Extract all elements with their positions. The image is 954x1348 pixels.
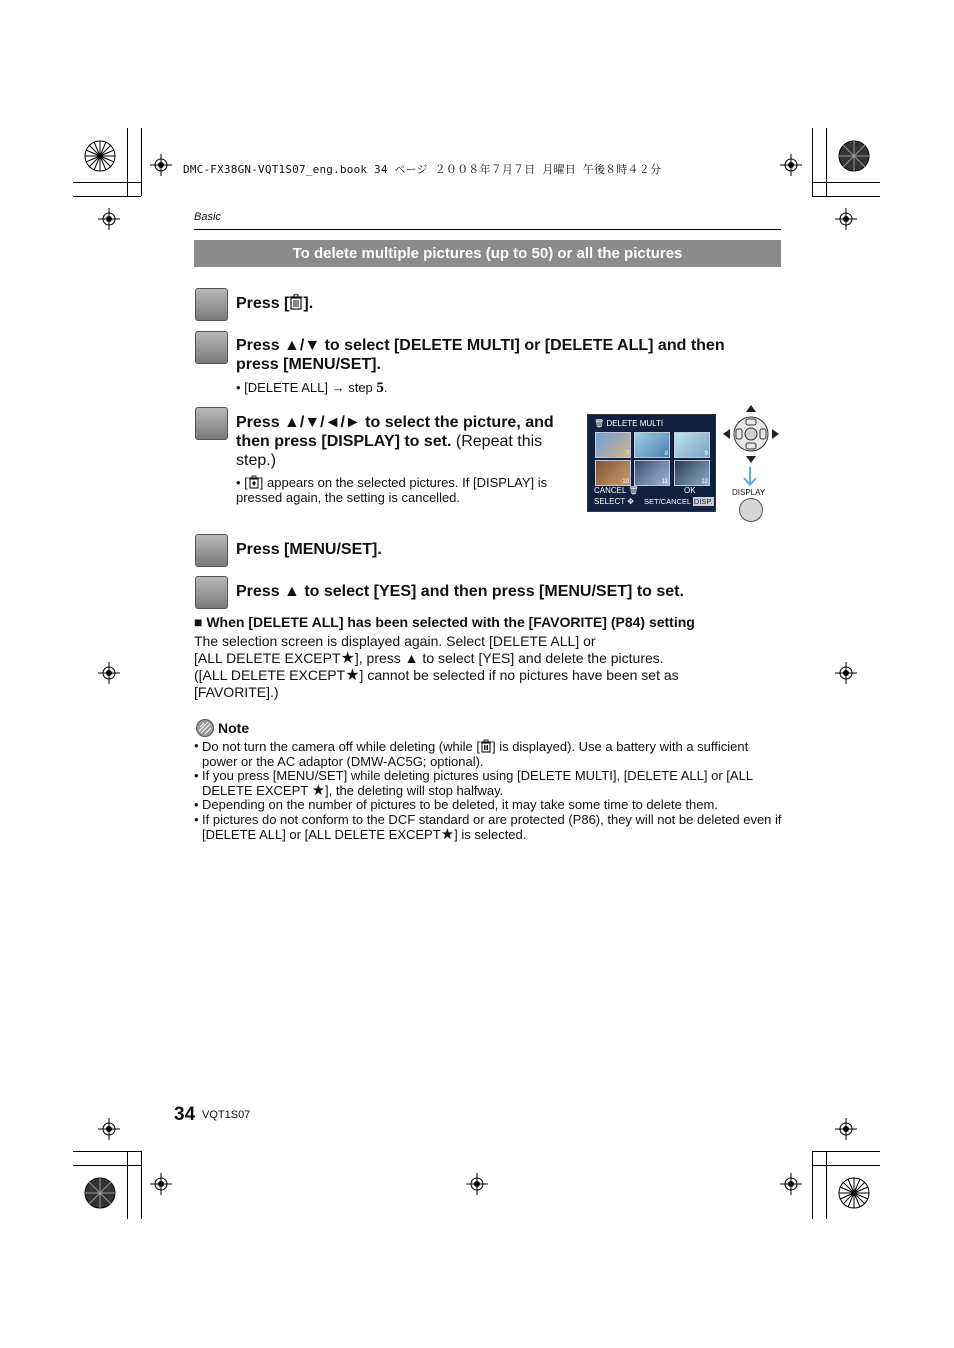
- display-button: [739, 498, 763, 522]
- step-1-text-end: ].: [303, 295, 314, 312]
- step-2-marker: [195, 331, 228, 364]
- note-item: [194, 739, 784, 769]
- lcd-header: [594, 419, 663, 428]
- note-text: ] is selected.: [454, 826, 527, 842]
- note-label: Note: [218, 720, 250, 736]
- lcd-thumb-number: 7: [625, 451, 629, 457]
- note-heading: [196, 719, 249, 737]
- lcd-ok-text: OK: [684, 486, 696, 495]
- registration-mark-icon: [98, 208, 120, 230]
- favorite-body: [194, 633, 754, 701]
- lcd-thumb-number: 11: [661, 479, 668, 485]
- step-5-marker: [195, 576, 228, 609]
- lcd-header-text: DELETE MULTI: [606, 419, 664, 428]
- note-text: ], the deleting will stop halfway.: [325, 782, 504, 798]
- registration-mark-icon: [98, 662, 120, 684]
- starburst-mark-icon: [84, 140, 116, 172]
- favorite-star-icon: ★: [345, 667, 360, 684]
- lcd-thumb: [595, 432, 631, 458]
- crop-mark: [73, 182, 141, 183]
- step-1-text-start: Press [: [236, 295, 290, 312]
- lcd-thumb: [595, 460, 631, 486]
- note-pencil-icon: [196, 719, 214, 737]
- crop-mark: [812, 128, 813, 196]
- step-2-bullet-step: 5: [376, 380, 384, 396]
- note-text: ] is displayed). Use a battery with a sufficient power or the AC adaptor (DMW-AC5G; optional).: [202, 739, 749, 769]
- step-3-text-bold: Press ▲/▼/◄/► to select the picture, and then press [DISPLAY] to set.: [236, 414, 554, 450]
- lcd-cancel-text: CANCEL: [594, 486, 627, 495]
- crop-mark: [812, 1151, 880, 1152]
- step-3-bullet: [236, 475, 578, 505]
- page-code: VQT1S07: [202, 1109, 251, 1121]
- note-item: [194, 769, 784, 798]
- display-button-label: DISPLAY: [732, 488, 766, 497]
- favorite-body-line: [194, 650, 754, 667]
- crop-mark: [826, 128, 827, 196]
- starburst-mark-icon: [838, 140, 870, 172]
- crop-mark: [812, 182, 880, 183]
- favorite-body-text: ], press ▲ to select [YES] and delete the pictures.: [354, 650, 664, 666]
- favorite-star-icon: ★: [440, 825, 455, 843]
- step-1-text: [236, 294, 313, 313]
- step-4-marker: [195, 534, 228, 567]
- step-4-text: Press [MENU/SET].: [236, 541, 382, 558]
- page-title: To delete multiple pictures (up to 50) or all the pictures: [194, 240, 781, 267]
- favorite-subheading: ■ When [DELETE ALL] has been selected with the [FAVORITE] (P84) setting: [194, 614, 695, 630]
- registration-mark-icon: [466, 1173, 488, 1195]
- starburst-mark-icon: [84, 1177, 116, 1209]
- step-5-text: Press ▲ to select [YES] and then press [MENU/SET] to set.: [236, 583, 684, 600]
- note-list: [194, 739, 784, 842]
- registration-mark-icon: [150, 1173, 172, 1195]
- favorite-body-line: [194, 667, 754, 684]
- section-rule: [194, 229, 781, 230]
- lcd-thumb: [674, 432, 710, 458]
- step-2-bullet: [236, 380, 388, 396]
- lcd-set-cancel-label: [644, 497, 714, 506]
- print-header: DMC-FX38GN-VQT1S07_eng.book 34 ページ ２００８年７月７日 月曜日 午後８時４２分: [183, 163, 662, 176]
- note-text: If pictures do not conform to the DCF standard or are protected (P86), they will not be deleted even if [DELETE ALL] or [ALL DELETE EXCEPT: [202, 811, 782, 842]
- crop-mark: [812, 196, 880, 197]
- lcd-cancel-label: CANCEL 🗑: [594, 486, 639, 495]
- note-item: [194, 798, 784, 813]
- step-2-bullet-end: .: [383, 380, 388, 395]
- step-2-bullet-text: • [DELETE ALL] → step: [236, 380, 377, 395]
- crop-mark: [812, 1151, 813, 1219]
- lcd-trash-icon: 🗑: [594, 419, 605, 428]
- crop-mark: [73, 1151, 141, 1152]
- registration-mark-icon: [780, 1173, 802, 1195]
- lcd-thumb-number: 10: [622, 479, 629, 485]
- lcd-thumb: [634, 432, 670, 458]
- lcd-thumb-number: 12: [701, 479, 708, 485]
- registration-mark-icon: [150, 154, 172, 176]
- lcd-thumb-number: 8: [664, 451, 668, 457]
- page-number: 34: [174, 1104, 196, 1125]
- starburst-mark-icon: [838, 1177, 870, 1209]
- trash-icon: [480, 739, 492, 753]
- crop-mark: [141, 128, 142, 196]
- lcd-screen: [587, 414, 716, 512]
- lcd-select-label: SELECT ✥: [594, 497, 634, 506]
- crop-mark: [73, 1165, 141, 1166]
- favorite-star-icon: ★: [311, 781, 326, 799]
- lcd-ok-label: [684, 486, 696, 495]
- trash-mark-icon: [248, 475, 260, 489]
- lcd-thumb: [674, 460, 710, 486]
- section-label: Basic: [194, 211, 221, 223]
- crop-mark: [127, 1151, 128, 1219]
- arrow-down-icon: [742, 467, 758, 487]
- step-3-bullet-start: • [: [236, 475, 248, 490]
- step-3-text-normal: (Repeat this step.): [236, 433, 543, 469]
- registration-mark-icon: [835, 1118, 857, 1140]
- crop-mark: [826, 1151, 827, 1219]
- step-3-bullet-end: ] appears on the selected pictures. If [DISPLAY] is pressed again, the setting is cancelled.: [236, 475, 548, 505]
- dpad-icon: [722, 404, 780, 464]
- registration-mark-icon: [780, 154, 802, 176]
- step-3-text: [236, 413, 576, 470]
- note-item: [194, 813, 784, 842]
- lcd-set-cancel-text: SET/CANCEL: [644, 497, 691, 506]
- trash-icon: [289, 294, 303, 310]
- note-text: Depending on the number of pictures to be deleted, it may take some time to delete them.: [202, 797, 718, 813]
- favorite-body-text: [ALL DELETE EXCEPT: [194, 650, 341, 666]
- favorite-body-line: The selection screen is displayed again. Select [DELETE ALL] or: [194, 633, 596, 649]
- note-text: Do not turn the camera off while deleting (while [: [202, 739, 480, 754]
- crop-mark: [812, 1165, 880, 1166]
- favorite-body-text: ([ALL DELETE EXCEPT: [194, 667, 346, 683]
- step-3-marker: [195, 407, 228, 440]
- lcd-disp-tag: DISP.: [693, 497, 713, 506]
- crop-mark: [73, 196, 141, 197]
- registration-mark-icon: [835, 208, 857, 230]
- crop-mark: [141, 1151, 142, 1219]
- favorite-body-text: ] cannot be selected if no pictures have been set as: [359, 667, 679, 683]
- crop-mark: [127, 128, 128, 196]
- note-text: If you press [MENU/SET] while deleting pictures using [DELETE MULTI], [DELETE ALL] or [ALL DELETE EXCEPT: [202, 768, 753, 798]
- registration-mark-icon: [835, 662, 857, 684]
- lcd-thumb: [634, 460, 670, 486]
- step-1-marker: [195, 288, 228, 321]
- favorite-body-line: [FAVORITE].): [194, 684, 279, 700]
- lcd-thumb-number: 9: [704, 451, 708, 457]
- registration-mark-icon: [98, 1118, 120, 1140]
- favorite-star-icon: ★: [340, 650, 355, 667]
- step-2-text: Press ▲/▼ to select [DELETE MULTI] or [DELETE ALL] and then press [MENU/SET].: [236, 337, 725, 373]
- lcd-select-text: SELECT: [594, 497, 625, 506]
